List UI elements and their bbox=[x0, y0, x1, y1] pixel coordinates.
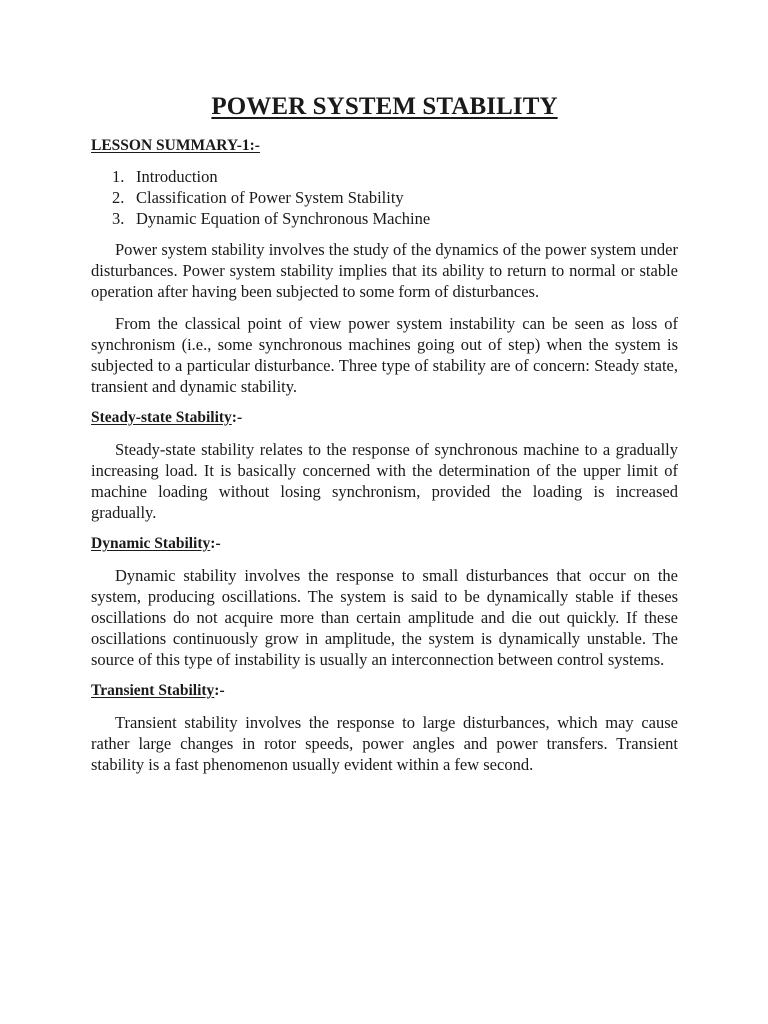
toc-item bbox=[112, 187, 678, 208]
toc-item-number: 2. bbox=[112, 188, 125, 207]
section-heading-suffix: :- bbox=[210, 535, 221, 552]
section-heading-suffix: :- bbox=[231, 409, 243, 426]
lesson-toc-list bbox=[91, 166, 678, 229]
section-heading-transient bbox=[91, 681, 678, 701]
toc-item-label: Introduction bbox=[136, 167, 218, 186]
toc-item bbox=[112, 166, 678, 187]
intro-paragraph: From the classical point of view power system instability can be seen as loss of synchronism (i.e., some synchronous machines going out of step) when the system is subjected to a particular disturbance. Three type of stability are of concern: Steady state, transient and dynamic stability. bbox=[91, 314, 678, 396]
section-heading-label: Dynamic Stability bbox=[91, 535, 211, 552]
section-heading-steady-state bbox=[91, 408, 678, 428]
section-heading-suffix: :- bbox=[214, 682, 225, 699]
toc-item-number: 3. bbox=[112, 209, 125, 228]
toc-item-label: Classification of Power System Stability bbox=[136, 188, 404, 207]
intro-paragraph: Power system stability involves the study of the dynamics of the power system under disturbances. Power system stability implies that its ability to return to normal or stable operation after having been subjected to some form of disturbances. bbox=[91, 240, 678, 301]
section-heading-label: Transient Stability bbox=[91, 682, 215, 699]
section-paragraph-steady-state: Steady-state stability relates to the response of synchronous machine to a gradually increasing load. It is basically concerned with the determination of the upper limit of machine loading without losing synchronism, provided the loading is increased gradually. bbox=[91, 440, 678, 522]
document-page bbox=[91, 92, 678, 786]
toc-item-label: Dynamic Equation of Synchronous Machine bbox=[136, 209, 431, 228]
section-heading-label: Steady-state Stability bbox=[91, 409, 232, 426]
document-title: POWER SYSTEM STABILITY bbox=[211, 93, 558, 120]
lesson-summary-heading: LESSON SUMMARY-1:- bbox=[91, 137, 260, 154]
section-paragraph-transient: Transient stability involves the response to large disturbances, which may cause rather large changes in rotor speeds, power angles and power transfers. Transient stability is a fast phenomenon usually evident within a few second. bbox=[91, 713, 678, 774]
section-paragraph-dynamic: Dynamic stability involves the response to small disturbances that occur on the system, producing oscillations. The system is said to be dynamically stable if theses oscillations do not acquire more than certain amplitude and die out quickly. If these oscillations continuously grow in amplitude, the system is dynamically unstable. The source of this type of instability is usually an interconnection between control systems. bbox=[91, 566, 678, 669]
toc-item-number: 1. bbox=[112, 167, 125, 186]
toc-item bbox=[112, 208, 678, 229]
section-heading-dynamic bbox=[91, 534, 678, 554]
